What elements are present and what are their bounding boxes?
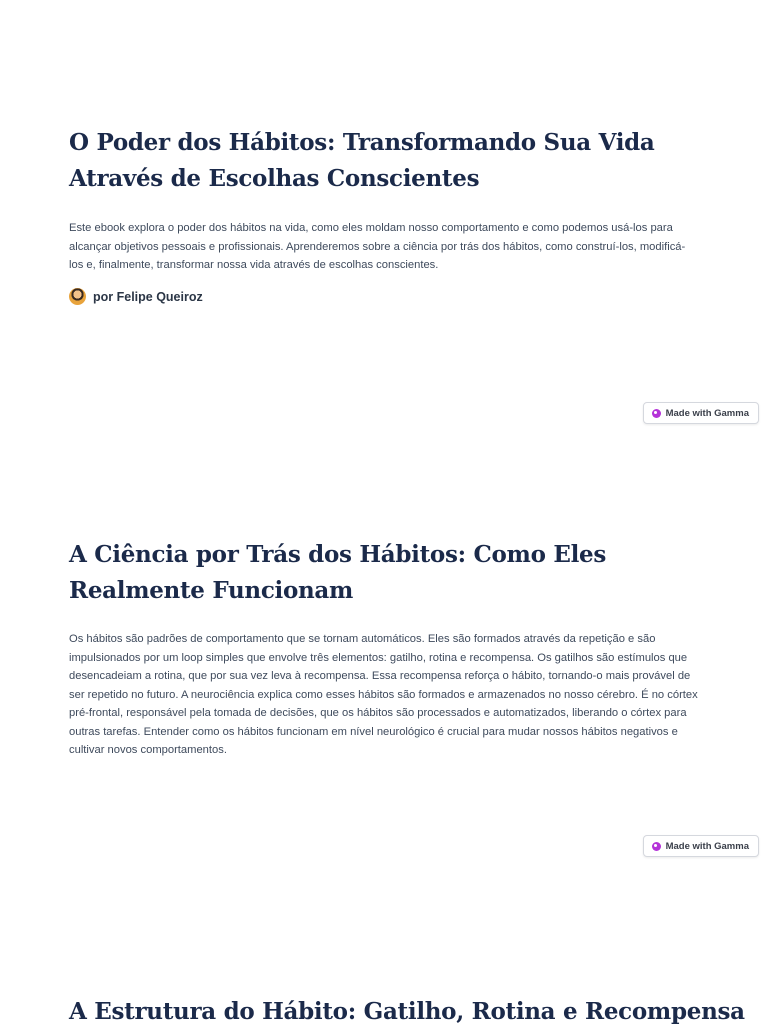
slide-3-title: A Estrutura do Hábito: Gatilho, Rotina e Recompensa bbox=[69, 998, 745, 1024]
author-name: por Felipe Queiroz bbox=[93, 289, 203, 304]
made-with-gamma-label: Made with Gamma bbox=[665, 407, 749, 419]
made-with-gamma-button[interactable] bbox=[643, 835, 759, 857]
slide-3 bbox=[0, 866, 768, 1024]
slide-1-body: Este ebook explora o poder dos hábitos na vida, como eles moldam nosso comportamento e como podemos usá-los para alcançar objetivos pessoais e profissionais. Aprenderemos sobre a ciência por trás dos hábitos, como construí-los, modificá-los e, finalmente, transformar nossa vida através de escolhas conscientes. bbox=[69, 222, 686, 271]
made-with-gamma-label: Made with Gamma bbox=[665, 840, 749, 852]
slide-2-body: Os hábitos são padrões de comportamento que se tornam automáticos. Eles são formados através da repetição e são impulsionados por um loop simples que envolve três elementos: gatilho, rotina e recompensa. Os gatilhos são estímulos que desencadeiam a rotina, que por sua vez leva à recompensa. Essa recompensa reforça o hábito, tornando-o mais provável de ser repetido no futuro. A neurociência explica como esses hábitos são formados e armazenados no nosso cérebro. É no córtex pré-frontal, responsável pela tomada de decisões, que os hábitos são processados e automatizados, liberando o córtex para outras tarefas. Entender como os hábitos funcionam em nível neurológico é crucial para mudar nossos hábitos negativos e cultivar novos comportamentos. bbox=[69, 633, 698, 756]
author-byline bbox=[69, 288, 203, 305]
author-avatar bbox=[69, 288, 86, 305]
slide-2 bbox=[0, 433, 768, 866]
made-with-gamma-button[interactable] bbox=[643, 402, 759, 424]
gamma-logo-icon bbox=[652, 842, 661, 851]
gamma-logo-icon bbox=[652, 409, 661, 418]
slide-1 bbox=[0, 0, 768, 433]
slide-2-title: A Ciência por Trás dos Hábitos: Como Eles Realmente Funcionam bbox=[69, 541, 606, 604]
slide-1-title: O Poder dos Hábitos: Transformando Sua Vida Através de Escolhas Conscientes bbox=[69, 129, 655, 192]
